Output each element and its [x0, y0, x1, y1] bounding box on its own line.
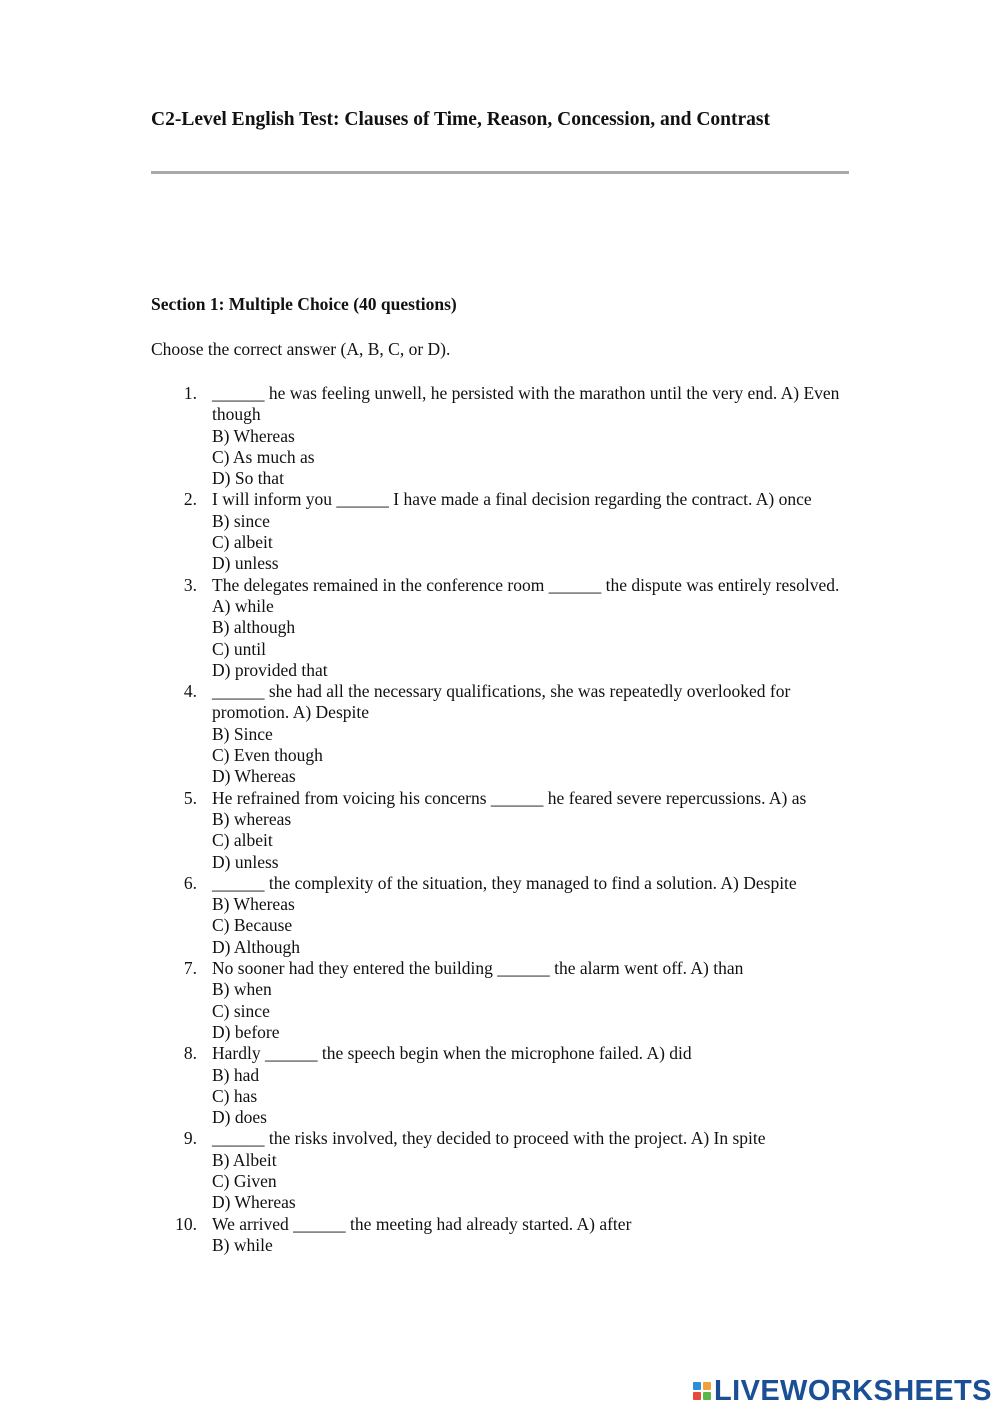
answer-option: B) Albeit: [212, 1149, 277, 1170]
answer-option: C) As much as: [212, 446, 315, 467]
answer-option: C) has: [212, 1085, 258, 1106]
question-stem: No sooner had they entered the building ______ the alarm went off. A) than: [212, 958, 744, 979]
question-stem: Hardly ______ the speech begin when the microphone failed. A) did: [212, 1043, 692, 1064]
question-stem: He refrained from voicing his concerns ______ he feared severe repercussions. A) as: [212, 787, 807, 808]
title-divider: [151, 171, 849, 174]
answer-option: D) Whereas: [212, 1192, 296, 1213]
instructions: Choose the correct answer (A, B, C, or D).: [151, 339, 451, 359]
question-stem: I will inform you ______ I have made a final decision regarding the contract. A) once: [212, 489, 812, 510]
question-list: [151, 383, 851, 1256]
question-stem: ______ the risks involved, they decided to proceed with the project. A) In spite: [212, 1128, 766, 1149]
answer-option: B) Since: [212, 723, 273, 744]
question-number: 5.: [183, 787, 197, 808]
logo-square-green: [703, 1392, 711, 1400]
page-title: C2-Level English Test: Clauses of Time, Reason, Concession, and Contrast: [151, 109, 771, 130]
question-item: [151, 1128, 851, 1213]
question-stem: ______ he was feeling unwell, he persisted with the marathon until the very end. A) Even though: [212, 383, 840, 425]
question-number: 1.: [183, 383, 197, 403]
answer-option: B) while: [212, 1234, 273, 1255]
question-item: [151, 489, 851, 574]
question-number: 2.: [183, 489, 197, 510]
answer-option: B) whereas: [212, 808, 292, 829]
question-number: 10.: [175, 1213, 197, 1234]
question-stem: ______ she had all the necessary qualifications, she was repeatedly overlooked for promotion. A) Despite: [212, 681, 791, 723]
question-item: [151, 575, 851, 681]
liveworksheets-logo-icon: [693, 1382, 711, 1400]
logo-square-blue: [693, 1382, 701, 1390]
logo-text: LIVEWORKSHEETS: [714, 1374, 992, 1407]
answer-option: C) albeit: [212, 830, 273, 851]
answer-option: C) since: [212, 1000, 270, 1021]
question-number: 7.: [183, 958, 197, 979]
answer-option: D) before: [212, 1021, 280, 1042]
question-item: [151, 873, 851, 958]
answer-option: B) Whereas: [212, 425, 295, 446]
question-number: 9.: [183, 1128, 197, 1149]
question-number: 4.: [183, 681, 197, 702]
logo-square-orange: [703, 1382, 711, 1390]
answer-option: B) when: [212, 979, 272, 1000]
answer-option: D) unless: [212, 851, 279, 872]
answer-option: C) Even though: [212, 745, 323, 766]
answer-option: D) provided that: [212, 659, 328, 680]
answer-option: B) since: [212, 510, 270, 531]
question-stem: We arrived ______ the meeting had already started. A) after: [212, 1213, 632, 1234]
answer-option: C) Because: [212, 915, 293, 936]
logo-square-red: [693, 1392, 701, 1400]
answer-option: D) does: [212, 1107, 267, 1128]
question-item: [151, 681, 851, 787]
question-number: 3.: [183, 574, 197, 595]
section-heading: Section 1: Multiple Choice (40 questions): [151, 294, 457, 314]
question-item: [151, 958, 851, 1043]
answer-option: B) had: [212, 1064, 260, 1085]
question-number: 8.: [183, 1043, 197, 1064]
liveworksheets-logo[interactable]: [693, 1374, 992, 1408]
answer-option: D) Although: [212, 936, 300, 957]
question-stem: The delegates remained in the conference room ______ the dispute was entirely resolved. A) while: [212, 574, 840, 616]
question-item: [151, 1043, 851, 1128]
question-stem: ______ the complexity of the situation, they managed to find a solution. A) Despite: [212, 872, 797, 893]
answer-option: C) until: [212, 638, 266, 659]
question-item: [151, 788, 851, 873]
answer-option: B) Whereas: [212, 894, 295, 915]
answer-option: B) although: [212, 617, 296, 638]
answer-option: D) Whereas: [212, 766, 296, 787]
question-number: 6.: [183, 872, 197, 893]
question-item: [151, 383, 851, 489]
question-item: [151, 1214, 851, 1257]
answer-option: C) Given: [212, 1170, 277, 1191]
answer-option: D) unless: [212, 553, 279, 574]
answer-option: D) So that: [212, 468, 284, 489]
answer-option: C) albeit: [212, 532, 273, 553]
